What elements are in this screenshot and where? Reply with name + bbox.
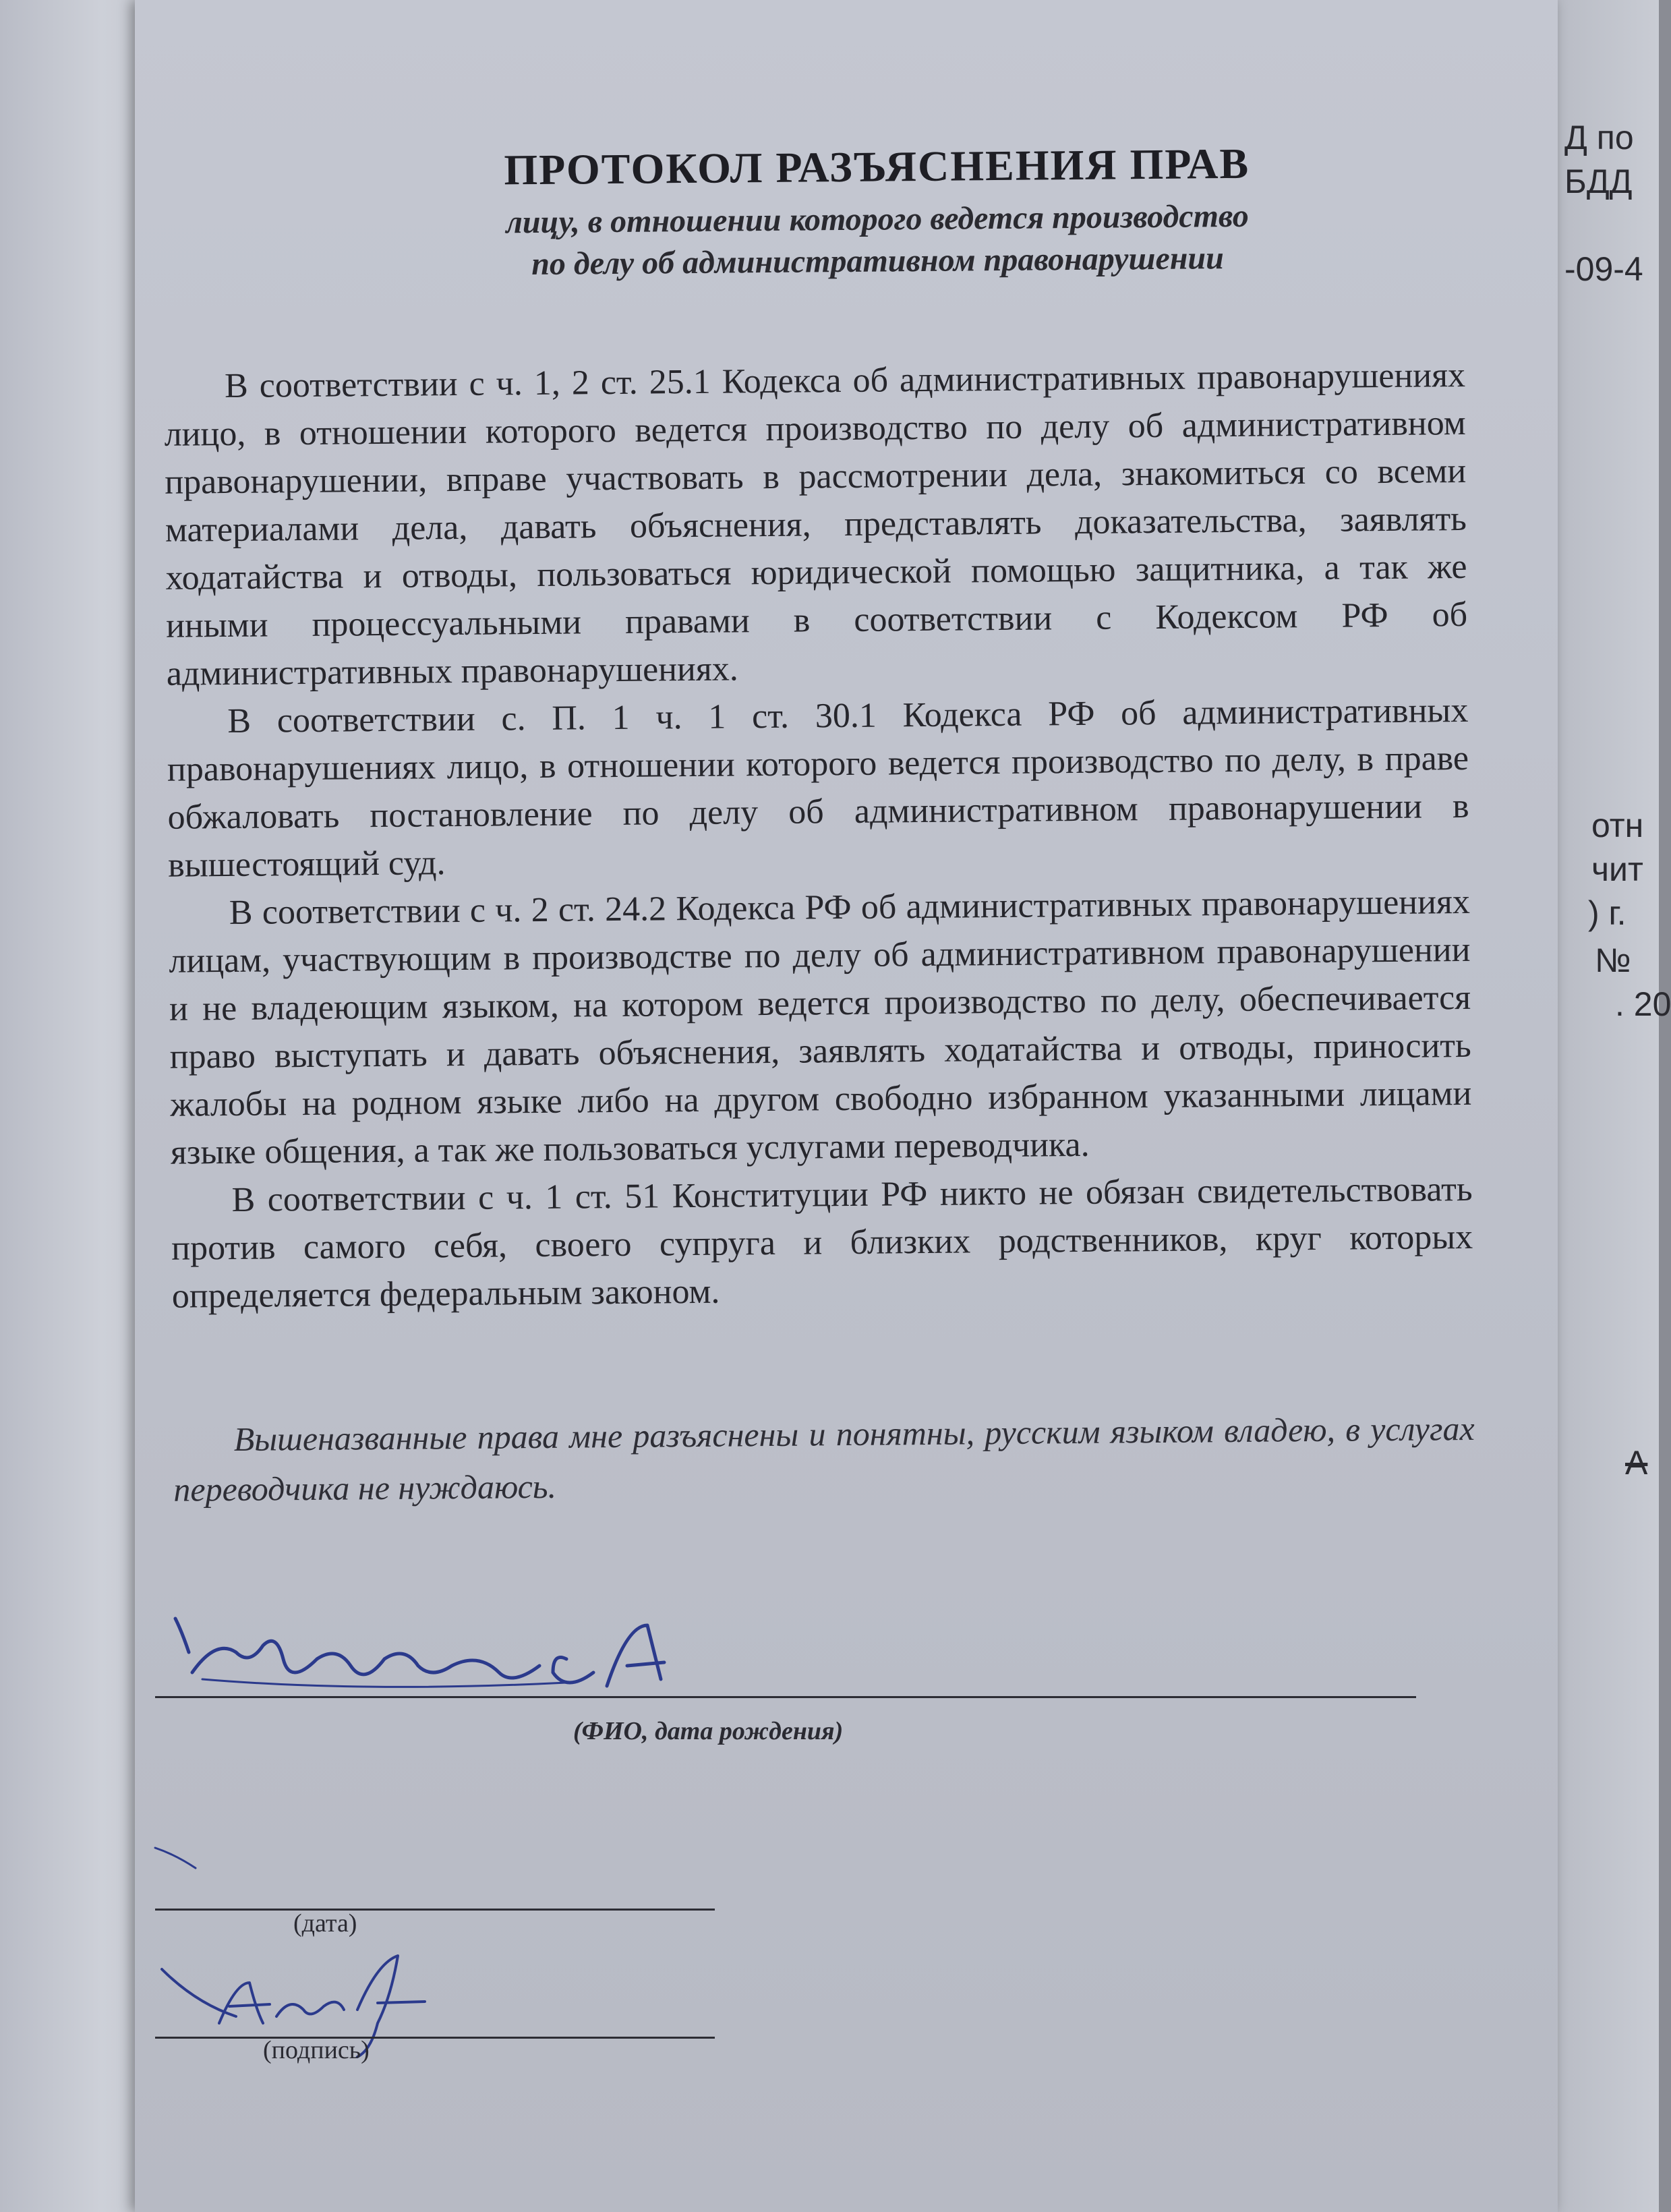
document-subtitle-line2: по делу об административном правонарушении bbox=[531, 240, 1225, 283]
signature-underline bbox=[155, 2037, 715, 2039]
document-subtitle-line1: лицу, в отношении которого ведется производство bbox=[505, 198, 1249, 241]
adjacent-fragment: отн bbox=[1591, 807, 1644, 844]
adjacent-fragment: чит bbox=[1591, 850, 1643, 888]
paragraph-constitution-51: В соответствии с ч. 1 ст. 51 Конституции РФ никто не обязан свидетельствовать против самого себя, своего супруга и близких родственников, круг которых определяется федеральным законом. bbox=[171, 1169, 1473, 1316]
adjacent-fragment: . 20 bbox=[1615, 985, 1671, 1023]
date-caption: (дата) bbox=[293, 1909, 357, 1938]
fio-underline bbox=[155, 1696, 1416, 1698]
fio-caption: (ФИО, дата рождения) bbox=[573, 1717, 844, 1745]
paragraph-art-30-1: В соответствии с. П. 1 ч. 1 ст. 30.1 Кодекса РФ об административных правонарушениях лицо, в отношении которого ведется производство по делу, в праве обжаловать постановление по делу об административном правонарушении в вышестоящий суд. bbox=[167, 691, 1469, 885]
paragraph-art-24-2: В соответствии с ч. 2 ст. 24.2 Кодекса РФ об административных правонарушениях лицам, участвующим в производстве по делу об административном правонарушении и не владеющим языком, на котором ведется производство по делу, обеспечивается право выступать и давать объяснения, заявлять ходатайства и отводы, приносить жалобы на родном языке либо на другом свободно избранном указанными лицами языке общения, а так же пользоваться услугами переводчика. bbox=[169, 882, 1472, 1172]
signature-section bbox=[135, 0, 1558, 2212]
adjacent-fragment: ) г. bbox=[1588, 894, 1626, 932]
paragraph-art-25-1: В соответствии с ч. 1, 2 ст. 25.1 Кодекса об административных правонарушениях лицо, в отношении которого ведется производство по делу об административном правонарушении, вправе участвовать в рассмотрении дела, знакомиться со всеми материалами дела, давать объяснения, представлять доказательства, заявлять ходатайства и отводы, пользоваться юридической помощью защитника, а так же иными процессуальными правами в соответствии с Кодексом РФ об административных правонарушениях. bbox=[164, 355, 1468, 693]
document-title: ПРОТОКОЛ РАЗЪЯСНЕНИЯ ПРАВ bbox=[504, 139, 1250, 194]
right-adjacent-sheet bbox=[1551, 0, 1671, 2212]
adjacent-fragment: БДД bbox=[1564, 163, 1633, 200]
adjacent-fragment: № bbox=[1595, 941, 1631, 979]
signature-caption: (подпись) bbox=[263, 2036, 370, 2064]
date-underline bbox=[155, 1909, 715, 1911]
acknowledgement-statement: Вышеназванные права мне разъяснены и понятны, русским языком владею, в услугах переводчика не нуждаюсь. bbox=[173, 1409, 1475, 1509]
adjacent-fragment: А bbox=[1625, 1444, 1648, 1482]
document-page bbox=[135, 0, 1558, 2212]
date-stroke bbox=[155, 1841, 209, 1882]
adjacent-fragment: -09-4 bbox=[1564, 250, 1643, 288]
adjacent-fragment: Д по bbox=[1564, 119, 1634, 156]
